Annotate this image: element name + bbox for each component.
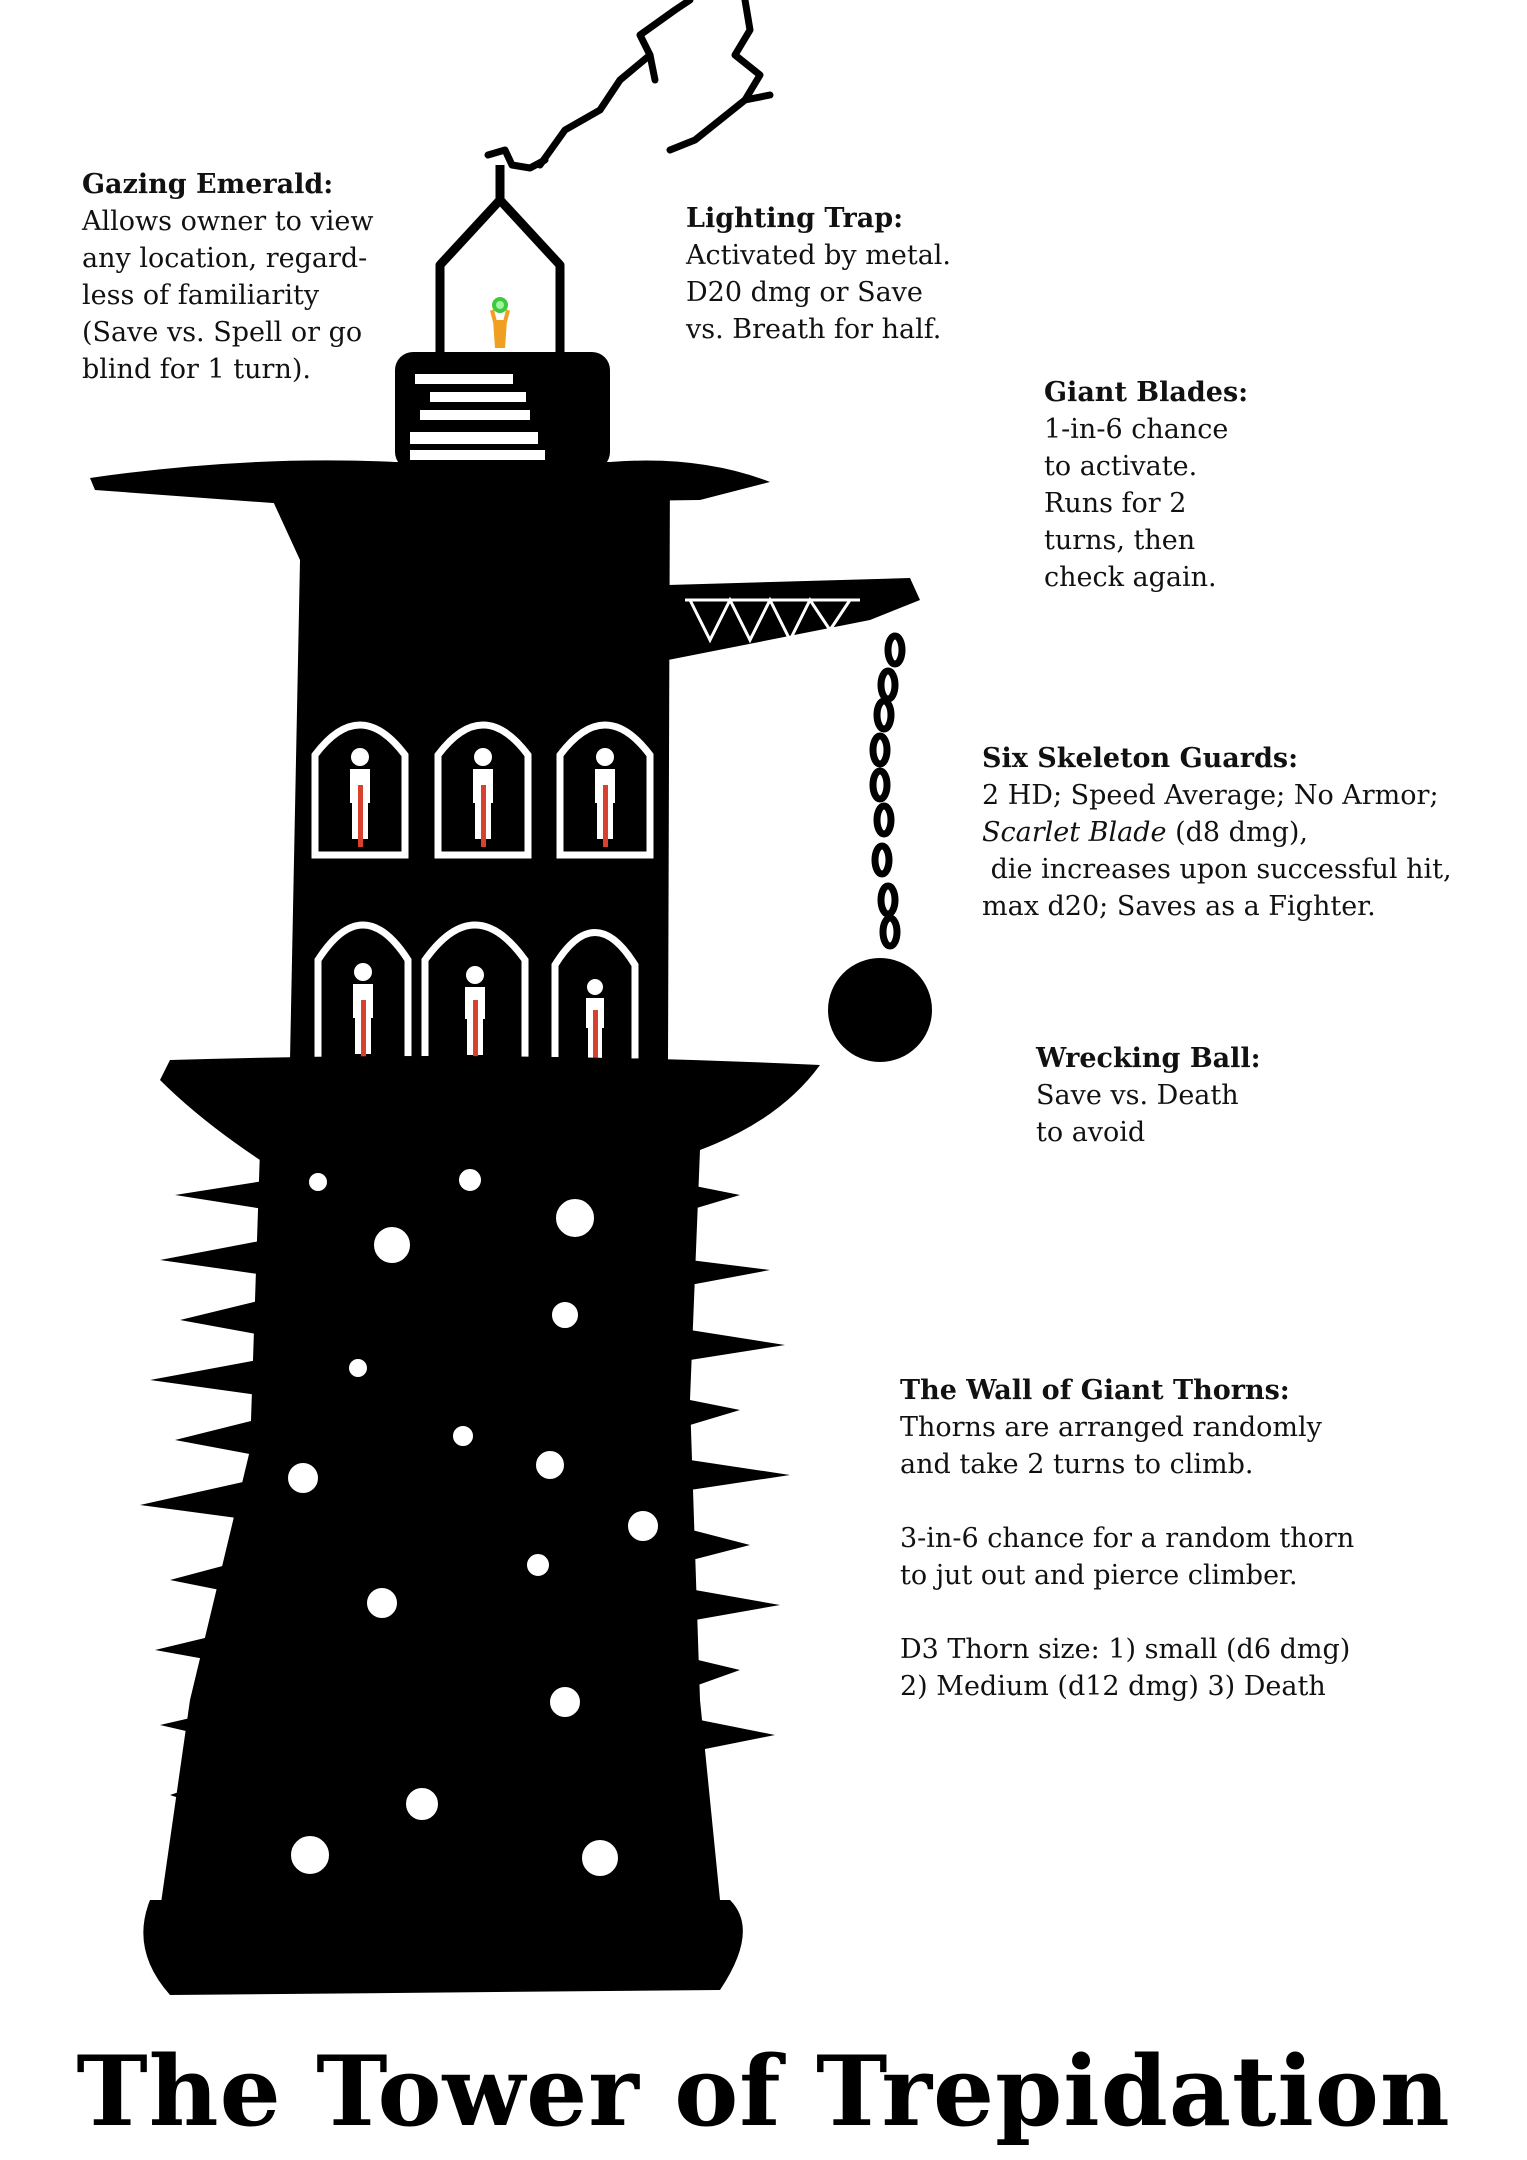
lighting-trap-line: vs. Breath for half. [686,314,942,345]
giant-thorns-line: 2) Medium (d12 dmg) 3) Death [900,1671,1326,1702]
giant-thorns-line: D3 Thorn size: 1) small (d6 dmg) [900,1634,1351,1665]
giant-thorns-line: to jut out and pierce climber. [900,1560,1298,1591]
giant-blades-line: to activate. [1044,451,1198,482]
gazing-emerald-line: Allows owner to view [82,206,374,237]
gazing-emerald-line: less of familiarity [82,280,320,311]
gazing-emerald-line: blind for 1 turn). [82,354,311,385]
skeleton-guards-line [982,814,1452,851]
gazing-emerald-line: (Save vs. Spell or go [82,317,363,348]
giant-thorns-note [900,1372,1354,1705]
gazing-emerald-note [82,166,373,388]
gazing-emerald-line: any location, regard- [82,243,368,274]
giant-thorns-spacer [900,1483,1354,1520]
lighting-trap-heading: Lighting Trap: [686,203,904,234]
wrecking-ball-line: Save vs. Death [1036,1080,1239,1111]
skeleton-guards-note [982,740,1452,925]
wrecking-ball-heading: Wrecking Ball: [1036,1043,1261,1074]
scarlet-blade-name: Scarlet Blade [982,817,1167,848]
giant-thorns-line: Thorns are arranged randomly [900,1412,1322,1443]
page-title: The Tower of Trepidation [76,2035,1451,2148]
giant-blades-line: turns, then [1044,525,1196,556]
right-thorns [690,1185,790,1750]
tower-brim [160,1056,820,1160]
giant-thorns-line: and take 2 turns to climb. [900,1449,1254,1480]
wrecking-ball-chain [873,636,902,946]
skeleton-guards-heading: Six Skeleton Guards: [982,743,1299,774]
lighting-trap-line: Activated by metal. [686,240,952,271]
gazing-emerald-heading: Gazing Emerald: [82,169,334,200]
wrecking-ball [828,958,932,1062]
giant-blades-line: check again. [1044,562,1217,593]
giant-thorns-spacer [900,1594,1354,1631]
skeleton-guards-line: die increases upon successful hit, [982,854,1452,885]
skeleton-guards-line: max d20; Saves as a Fighter. [982,891,1376,922]
lightning-bolts [488,0,770,168]
tower-cap [395,352,610,470]
crane-arm [668,578,920,660]
wrecking-ball-line: to avoid [1036,1117,1146,1148]
giant-blades-heading: Giant Blades: [1044,377,1249,408]
wrecking-ball-note [1036,1040,1261,1151]
gazing-emerald [492,297,508,348]
giant-blades-line: Runs for 2 [1044,488,1187,519]
lighting-trap-note [686,200,951,348]
giant-thorns-heading: The Wall of Giant Thorns: [900,1375,1290,1406]
skeleton-guards-line: 2 HD; Speed Average; No Armor; [982,780,1439,811]
giant-thorns-line: 3-in-6 chance for a random thorn [900,1523,1355,1554]
giant-blades-line: 1-in-6 chance [1044,414,1229,445]
tower-base [143,1900,743,1995]
lighting-trap-line: D20 dmg or Save [686,277,923,308]
giant-blades-note [1044,374,1248,596]
scarlet-blade-detail: (d8 dmg), [1166,817,1308,848]
